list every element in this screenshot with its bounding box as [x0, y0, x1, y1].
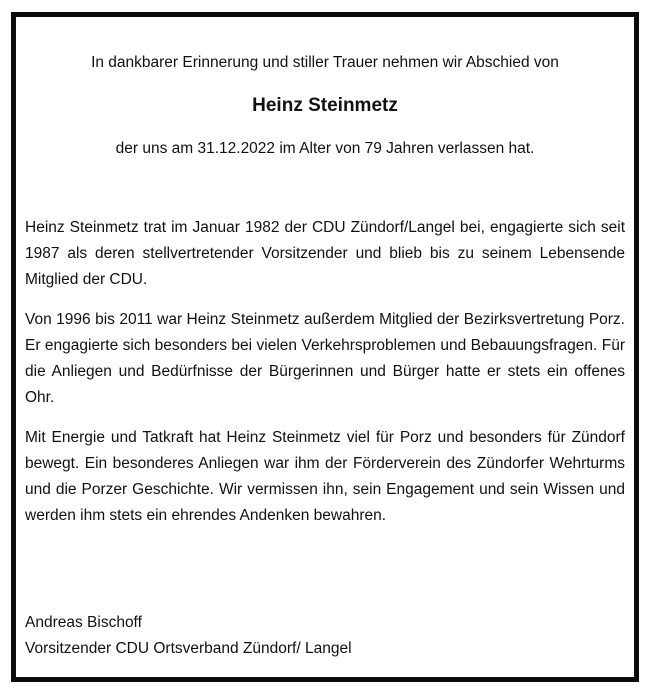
paragraph-membership: Heinz Steinmetz trat im Januar 1982 der CDU Zündorf/Langel bei, engagierte sich seit 1987 als deren stellvertretender Vorsitzender und blieb bis zu seinem Lebensende Mitglied der CDU.: [25, 219, 625, 288]
paragraph-district-council: Von 1996 bis 2011 war Heinz Steinmetz außerdem Mitglied der Bezirksvertretung Porz. Er engagierte sich besonders bei vielen Verkehrsproblemen und Bebauungsfragen. Für die Anliegen und Bedürfnisse der Bürgerinnen und Bürger hatte er stets ein offenes Ohr.: [25, 311, 625, 406]
deceased-name: Heinz Steinmetz: [252, 95, 398, 116]
paragraph-tribute: Mit Energie und Tatkraft hat Heinz Steinmetz viel für Porz und besonders für Zündorf bewegt. Ein besonderes Anliegen war ihm der Förderverein des Zündorfer Wehrturms und die Porzer Geschichte. Wir vermissen ihn, sein Engagement und sein Wissen und werden ihm stets ein ehrendes Andenken bewahren.: [25, 429, 625, 524]
death-date-line: der uns am 31.12.2022 im Alter von 79 Jahren verlassen hat.: [115, 140, 535, 157]
obituary-frame: [11, 12, 639, 682]
intro-line: In dankbarer Erinnerung und stiller Trauer nehmen wir Abschied von: [91, 54, 559, 71]
signatory-name: Andreas Bischoff: [25, 614, 142, 631]
signatory-role: Vorsitzender CDU Ortsverband Zündorf/ Langel: [25, 640, 352, 657]
